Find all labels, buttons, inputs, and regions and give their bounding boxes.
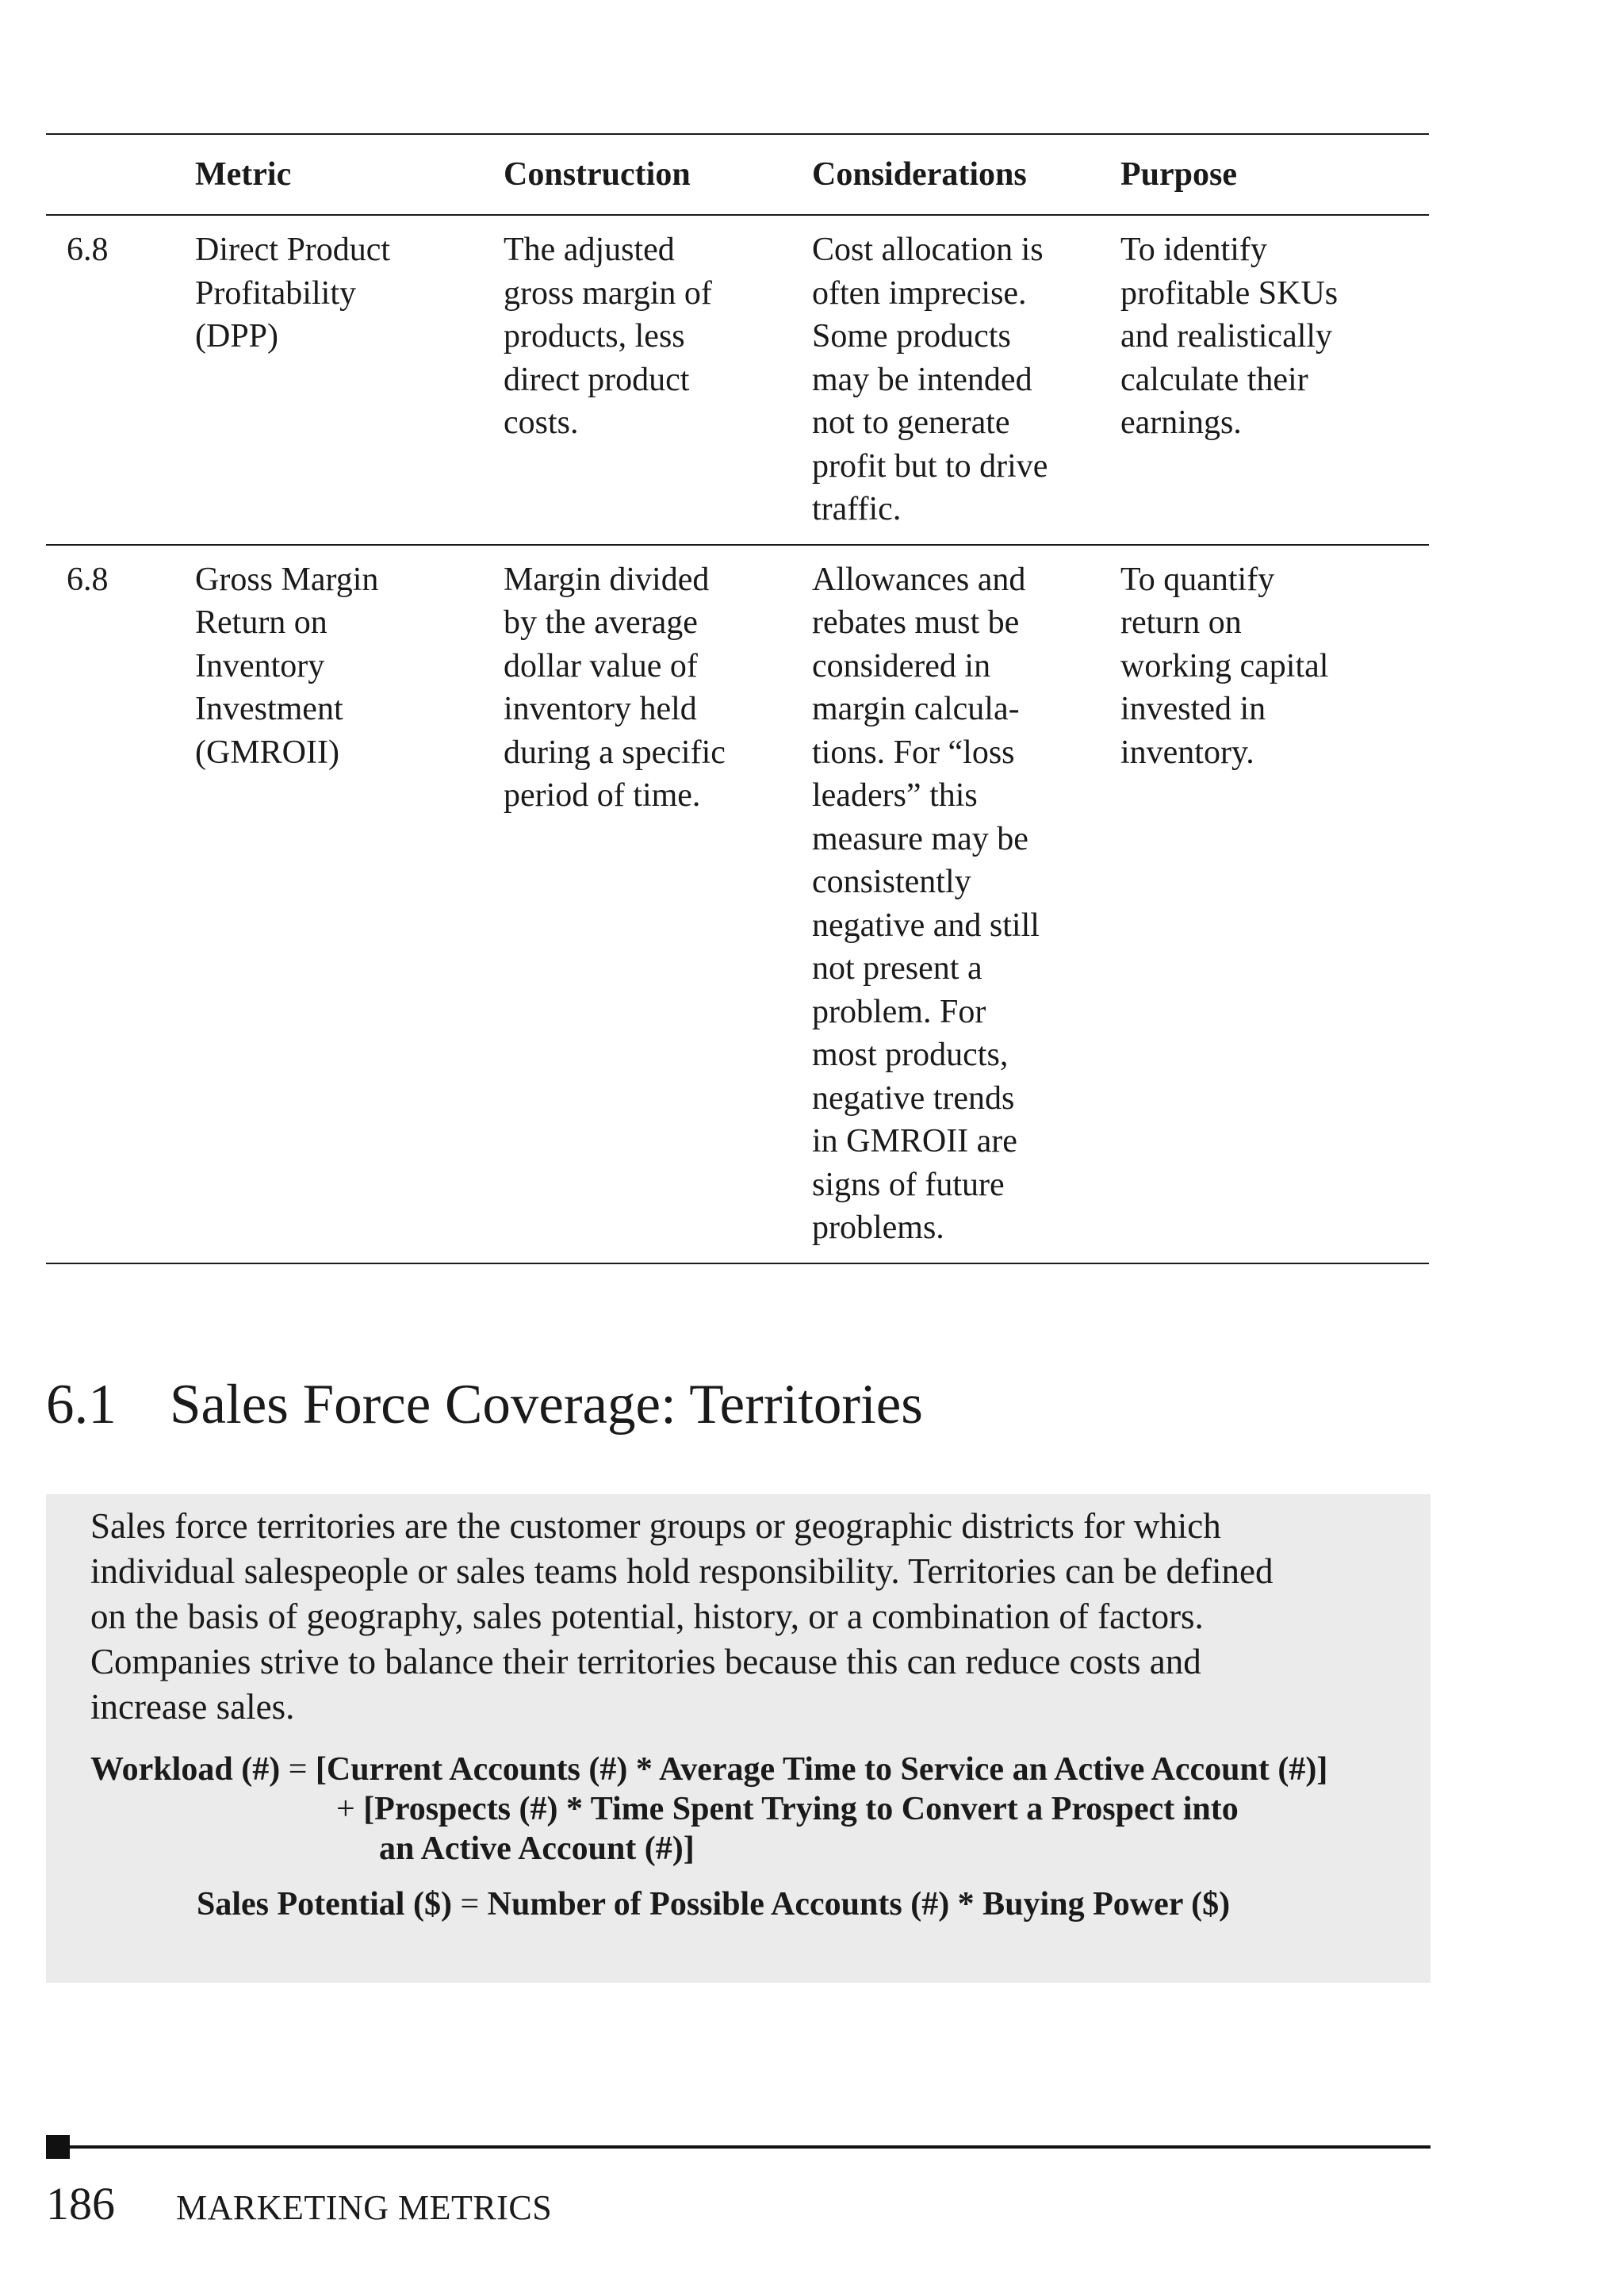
page-number: 186: [46, 2178, 115, 2229]
cell-line: period of time.: [504, 777, 701, 814]
sales-potential-formula: [197, 1884, 1230, 1924]
header-construction: Construction: [504, 155, 691, 193]
cell-line: return on: [1120, 604, 1242, 641]
cell-metric: [195, 545, 504, 1263]
workload-term-2-cont: an Active Account (#)]: [379, 1831, 695, 1867]
cell-line: To quantify: [1120, 561, 1275, 598]
cell-line: often imprecise.: [812, 274, 1027, 312]
workload-equals: =: [280, 1751, 316, 1788]
cell-purpose: [1120, 545, 1429, 1263]
cell-line: negative trends: [812, 1079, 1015, 1117]
table-header-row: [46, 134, 1429, 215]
cell-line: tions. For “loss: [812, 734, 1015, 771]
cell-line: direct product: [504, 361, 690, 398]
cell-line: invested in: [1120, 691, 1266, 727]
table-row: [46, 215, 1429, 545]
cell-line: Profitability: [195, 274, 356, 312]
cell-construction: [504, 215, 812, 545]
definition-line: individual salespeople or sales teams hold responsibility. Territories can be defined: [90, 1551, 1274, 1591]
cell-line: negative and still: [812, 907, 1040, 944]
header-metric: Metric: [195, 155, 292, 193]
section-heading: [46, 1369, 923, 1440]
workload-term-1: [Current Accounts (#) * Average Time to Service an Active Account (#)]: [315, 1751, 1328, 1788]
cell-line: costs.: [504, 404, 579, 441]
section-number: 6.1: [46, 1374, 117, 1436]
cell-line: profitable SKUs: [1120, 274, 1339, 312]
metrics-table: [46, 133, 1429, 1264]
sales-potential-lhs: Sales Potential ($): [197, 1886, 452, 1923]
cell-considerations: [812, 215, 1120, 545]
cell-ref: 6.8: [67, 561, 109, 598]
cell-line: Inventory: [195, 647, 325, 684]
cell-line: considered in: [812, 647, 991, 684]
workload-plus: +: [336, 1791, 364, 1827]
cell-line: rebates must be: [812, 604, 1020, 641]
cell-line: consistently: [812, 864, 971, 900]
definition-text: [90, 1504, 1273, 1730]
definition-line: increase sales.: [90, 1687, 295, 1727]
cell-line: Some products: [812, 318, 1011, 355]
cell-line: calculate their: [1120, 361, 1308, 398]
definition-line: Companies strive to balance their territories because this can reduce costs and: [90, 1642, 1201, 1681]
cell-line: not present a: [812, 950, 982, 987]
cell-line: traffic.: [812, 491, 902, 527]
table-row: [46, 545, 1429, 1263]
workload-formula-line-3: [379, 1829, 695, 1869]
cell-line: Gross Margin: [195, 561, 379, 598]
workload-lhs: Workload (#): [90, 1751, 281, 1788]
cell-line: products, less: [504, 318, 685, 355]
cell-line: measure may be: [812, 820, 1028, 857]
cell-line: Return on: [195, 604, 327, 641]
cell-purpose: [1120, 215, 1429, 545]
cell-line: earnings.: [1120, 404, 1242, 441]
header-ref: [46, 134, 195, 215]
cell-line: problem. For: [812, 993, 986, 1030]
cell-line: during a specific: [504, 734, 726, 771]
cell-line: and realistically: [1120, 318, 1333, 355]
cell-line: not to generate: [812, 404, 1010, 441]
workload-formula-line-2: [336, 1789, 1239, 1829]
cell-line: may be intended: [812, 361, 1032, 398]
definition-line: Sales force territories are the customer groups or geographic districts for which: [90, 1506, 1221, 1546]
header-purpose: Purpose: [1120, 155, 1237, 193]
cell-line: inventory.: [1120, 734, 1254, 771]
cell-line: profit but to drive: [812, 447, 1048, 485]
cell-line: problems.: [812, 1210, 944, 1246]
cell-line: margin calcula-: [812, 691, 1020, 727]
cell-line: The adjusted: [504, 232, 675, 268]
cell-line: (DPP): [195, 318, 279, 355]
cell-ref: 6.8: [67, 232, 109, 268]
workload-formula-line-1: [90, 1750, 1327, 1789]
cell-line: in GMROII are: [812, 1123, 1017, 1160]
cell-line: inventory held: [504, 691, 697, 727]
cell-line: To identify: [1120, 232, 1267, 268]
footer-rule: [46, 2145, 1431, 2149]
workload-term-2: [Prospects (#) * Time Spent Trying to Convert a Prospect into: [363, 1791, 1239, 1827]
cell-line: signs of future: [812, 1166, 1005, 1203]
cell-line: Allowances and: [812, 561, 1026, 598]
cell-line: Investment: [195, 691, 343, 727]
definition-box: [46, 1494, 1431, 1983]
definition-line: on the basis of geography, sales potential, history, or a combination of factors.: [90, 1597, 1204, 1636]
cell-line: by the average: [504, 604, 698, 641]
sales-potential-equals: =: [451, 1886, 488, 1923]
cell-metric: [195, 215, 504, 545]
section-title: Sales Force Coverage: Territories: [170, 1374, 923, 1436]
cell-considerations: [812, 545, 1120, 1263]
cell-line: gross margin of: [504, 274, 712, 312]
cell-line: dollar value of: [504, 647, 698, 684]
header-considerations: Considerations: [812, 155, 1027, 193]
cell-line: working capital: [1120, 647, 1329, 684]
cell-line: Margin divided: [504, 561, 710, 598]
cell-construction: [504, 545, 812, 1263]
cell-line: leaders” this: [812, 777, 978, 814]
book-title: MARKETING METRICS: [176, 2188, 553, 2227]
cell-line: most products,: [812, 1037, 1009, 1073]
cell-line: Direct Product: [195, 232, 391, 268]
cell-line: (GMROII): [195, 734, 339, 771]
cell-line: Cost allocation is: [812, 232, 1044, 268]
table-body: [46, 215, 1429, 1263]
sales-potential-rhs: Number of Possible Accounts (#) * Buying Power ($): [487, 1886, 1231, 1923]
